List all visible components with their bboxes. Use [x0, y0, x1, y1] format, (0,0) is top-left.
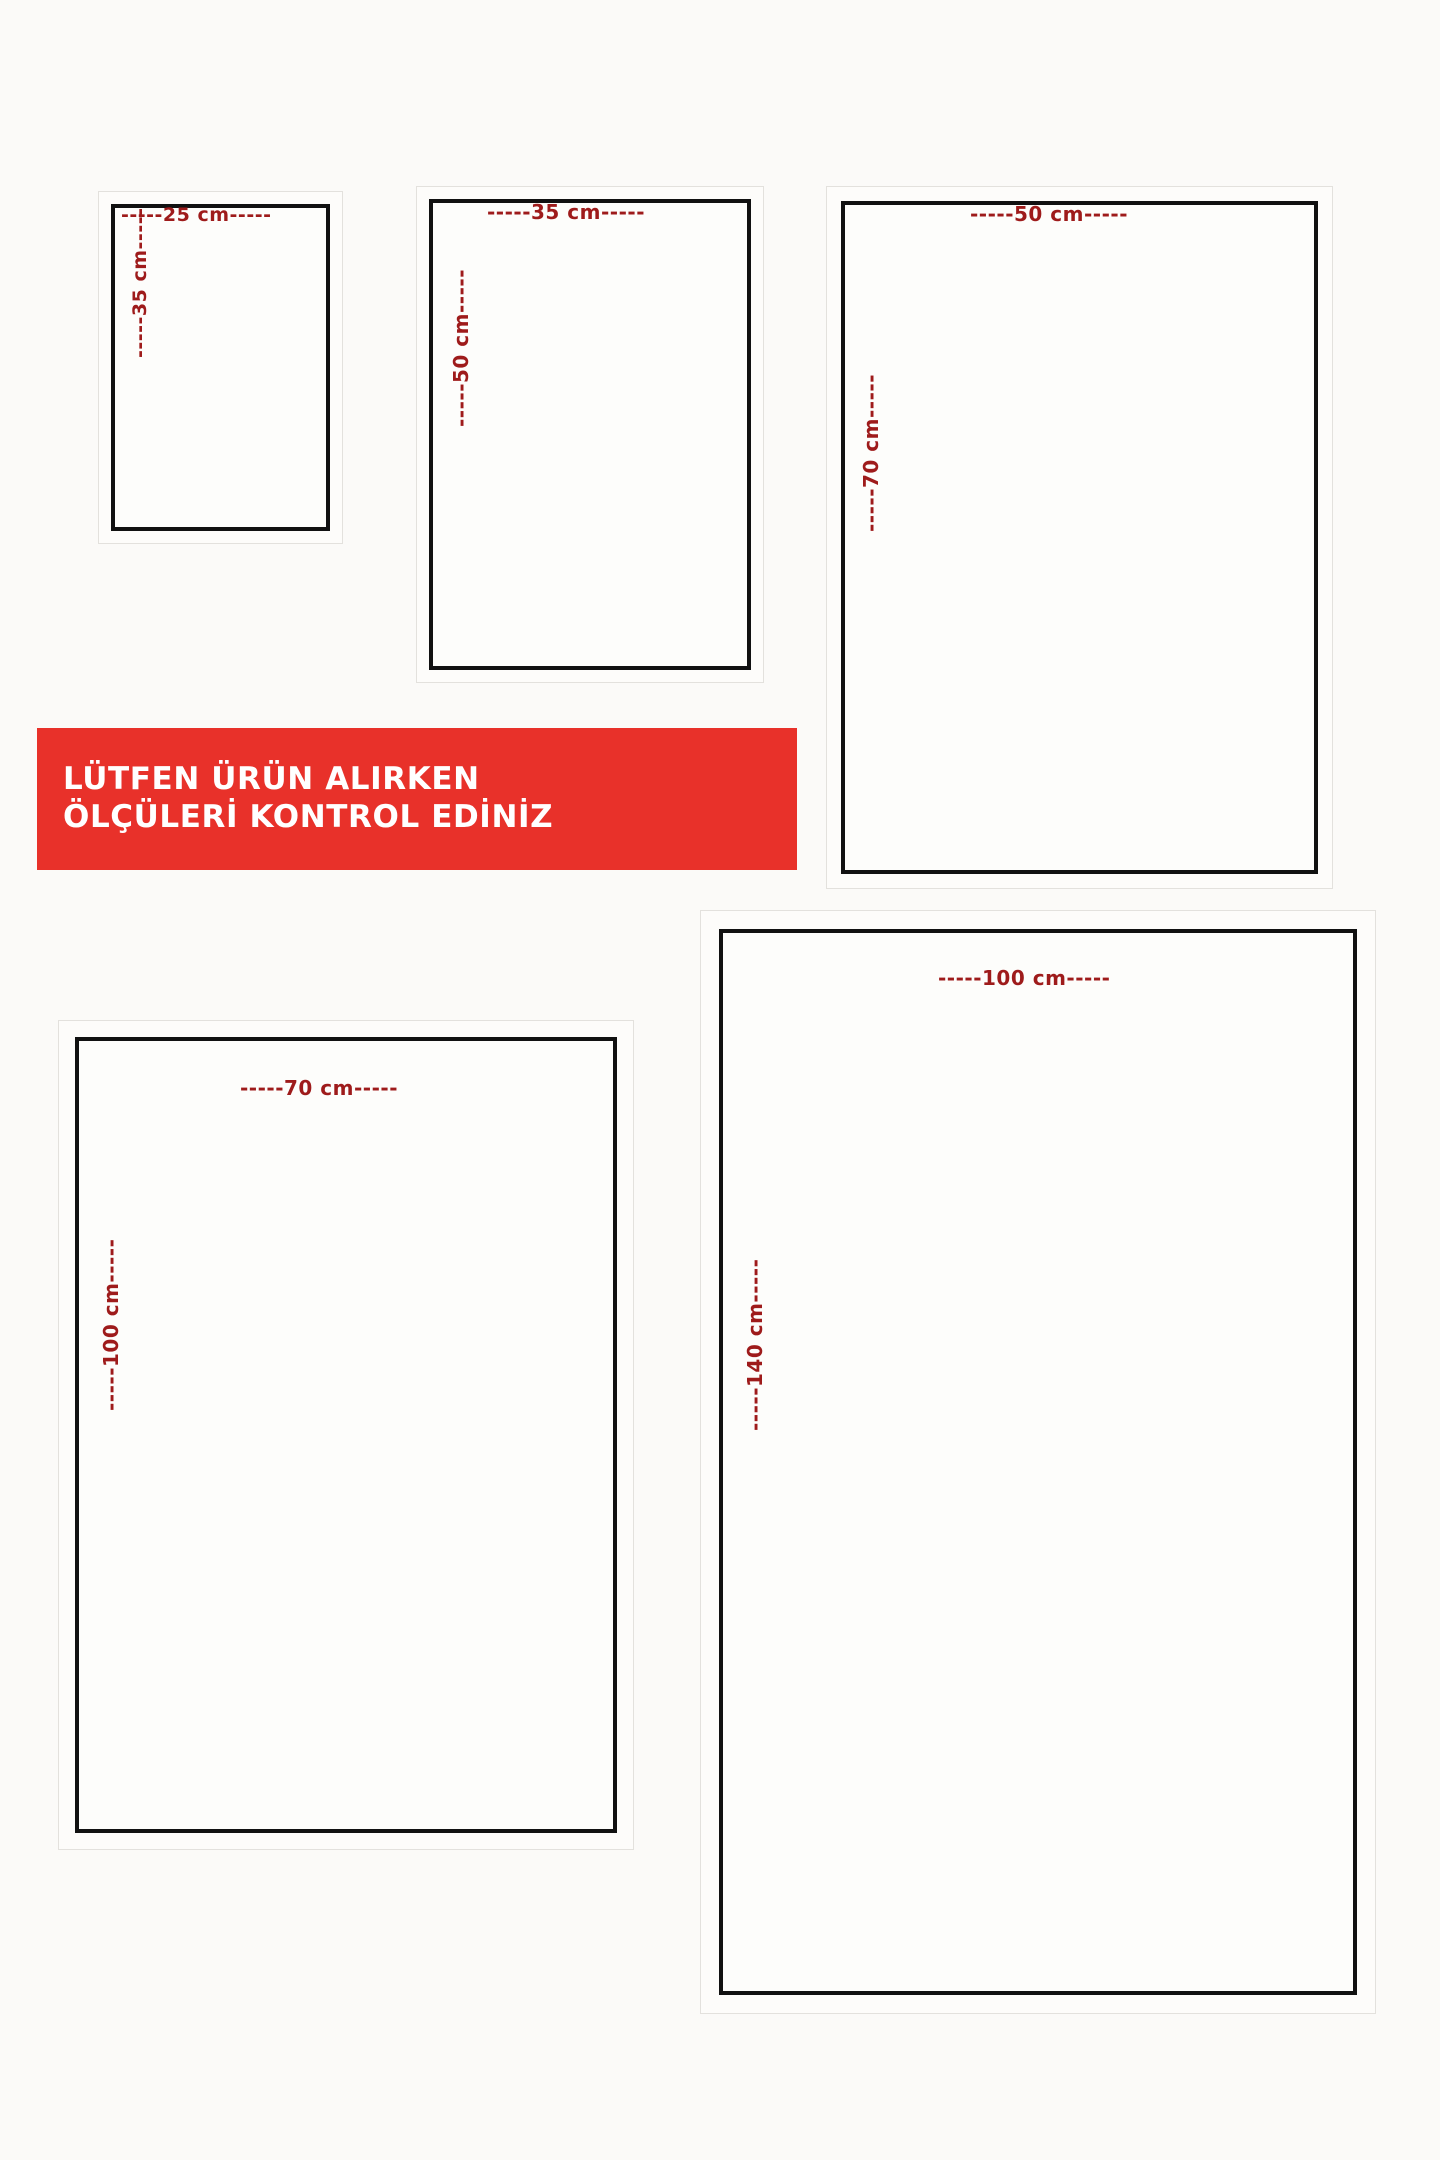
size-card-35x50: [416, 186, 764, 683]
size-frame-35x50: [429, 199, 751, 670]
size-card-25x35: [98, 191, 343, 544]
warning-line-1: LÜTFEN ÜRÜN ALIRKEN: [63, 761, 480, 798]
height-label-35x50: -----50 cm-----: [449, 269, 473, 427]
warning-banner: [37, 728, 797, 870]
width-label-50x70: -----50 cm-----: [970, 202, 1128, 226]
height-label-50x70: -----70 cm-----: [859, 374, 883, 532]
width-label-25x35: -----25 cm-----: [121, 204, 272, 226]
size-frame-100x140: [719, 929, 1357, 1995]
width-label-35x50: -----35 cm-----: [487, 200, 645, 224]
width-label-100x140: -----100 cm-----: [938, 966, 1111, 990]
height-label-70x100: -----100 cm-----: [99, 1238, 123, 1411]
size-frame-70x100: [75, 1037, 617, 1833]
height-label-25x35: -----35 cm-----: [129, 207, 151, 358]
width-label-70x100: -----70 cm-----: [240, 1076, 398, 1100]
warning-line-2: ÖLÇÜLERİ KONTROL EDİNİZ: [63, 799, 554, 835]
size-card-70x100: [58, 1020, 634, 1850]
size-card-100x140: [700, 910, 1376, 2014]
size-frame-50x70: [841, 201, 1318, 874]
size-card-50x70: [826, 186, 1333, 889]
height-label-100x140: -----140 cm-----: [743, 1258, 767, 1431]
